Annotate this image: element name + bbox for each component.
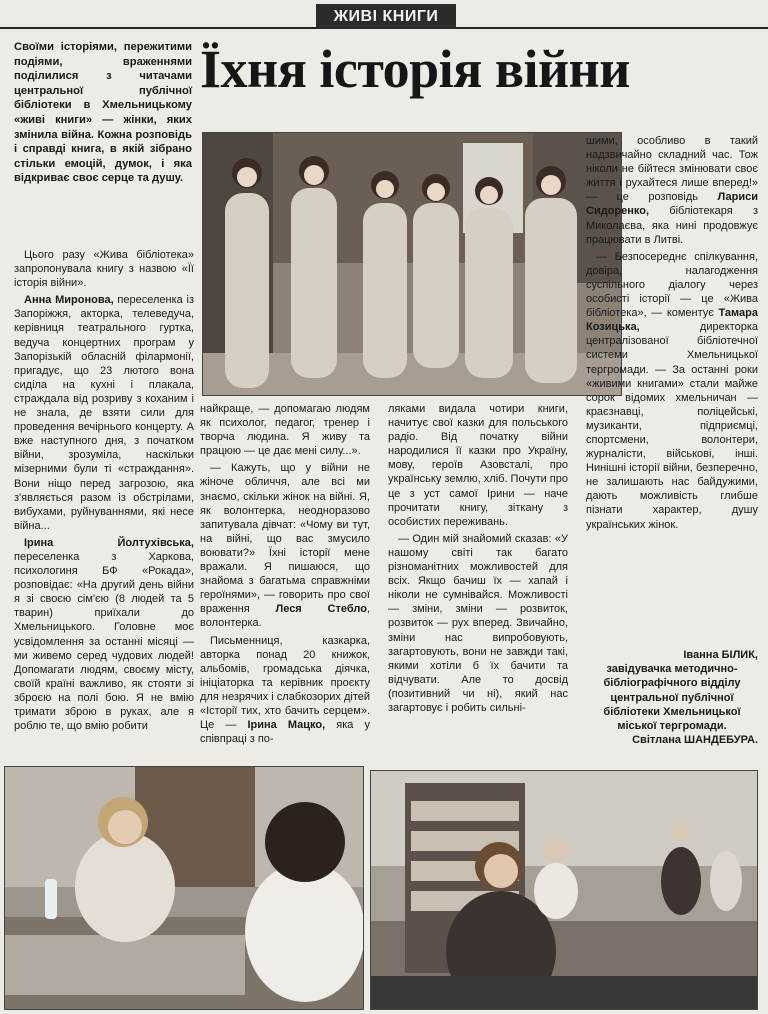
paragraph: найкраще, — допомагаю людям як психолог, педагог, тренер і творча людина. Я живу та працюю — це дає мені силу...». — [200, 403, 370, 458]
person-name: Ірина Йолтухівська, — [24, 536, 194, 549]
section-rubric: ЖИВІ КНИГИ — [316, 4, 456, 29]
person-name: Леся Стебло — [275, 603, 367, 616]
text-column-2 — [200, 402, 370, 749]
text-column-3 — [388, 402, 568, 718]
paragraph: Анна Миронова, переселенка із Запоріжжя, акторка, телеведуча, керівниця театрального гуртка, ведуча концертних програм у Запорізькій обласній філармонії, пригадує, що 23 лютого вона сиділа на кухні і плакала, страждала від розриву з коханим і не знала, де взяти сили для проведення вечірнього концерту. А вже наступного дня, з початком війни, зрозуміла, наскільки мізерними були ті «страждання». Вони ніщо перед загрозою, яка з'являється разом із обстрілами, вибухами, руйнуваннями, які несе війна... — [14, 294, 194, 532]
author-name: Світлана ШАНДЕБУРА. — [632, 734, 758, 747]
person-name: Лариси Сидоренко, — [586, 191, 758, 218]
paragraph: — Один мій знайомий сказав: «У нашому світі так багато різноманітних можливостей для всіх. Якщо бачиш їх — хапай і ніколи не сумнівайся. Можливості — зміни, зміни — розвиток, розвиток — рух вперед. Звичайно, зміни нас випробовують, загартовують, вони не завжди такі, якими хотіли б їх бачити та відчувати. Але то досвід (позитивний чи ні), який нас загартовує і робить сильні- — [388, 532, 568, 714]
library-photo — [370, 770, 758, 1010]
text-column-1 — [14, 248, 194, 736]
person-name: Ірина Мацко, — [247, 719, 326, 732]
paragraph: Цього разу «Жива бібліотека» запропонувала книгу з назвою «Її історія війни». — [14, 249, 194, 290]
paragraph: — Безпосереднє спілкування, довіра, налагодження суспільного діалогу через особисті історії — це «Жива бібліотека», — коментує Тамара Козицька, директорка централізованої бібліотечної системи Хмельницької тергромади. — За останні роки «живими книгами» стали майже сорок відомих хмельничан — краєзнавці, поліцейські, музиканти, підприємці, спортсмени, волонтери, журналісти, військові, інші. Нинішні історії війни, безперечно, не залишають нас байдужими, дають можливість глибше пізнати характер, душу українських жінок. — [586, 250, 758, 531]
text-column-4 — [586, 134, 758, 535]
person-name: Тамара Козицька, — [586, 307, 758, 334]
article-lead: Своїми історіями, пережитими подіями, враженнями поділилися з читачами центральної публічної бібліотеки в Хмельницькому «живі книги» — жінки, яких змінила війна. Кожна розповідь і справді книга, в якій зібрано стільки емоцій, думок, і яка відкриває своє серце та душу. — [14, 41, 192, 185]
paragraph: Ірина Йолтухівська, переселенка з Харкова, психологиня БФ «Рокада», розповідає: «На другий день війни я зі своєю сім'єю (8 людей та 5 тварин) приїхали до Хмельницького. Головне моє усвідомлення за останні місяці — ми живемо серед чудових людей! Допомагати людям, своєму місту, своїй країні важливо, як стояти зі зброєю на полі бою. Я не вмію тримати зброю в руках, але я роблю те, що вмію робити — [14, 536, 194, 733]
person-name: Анна Миронова, — [24, 294, 114, 307]
paragraph: ляками видала чотири книги, начитує свої казки для польського радіо. Від початку війни народилися її казки про Україну, мову, героїв Азовсталі, про українську землю, хліб. Почути про це з уст самої Ірини — наче прочитати книгу, зіткану з особистих переживань. — [388, 403, 569, 528]
author-name: Іванна БІЛИК, — [683, 649, 758, 661]
conversation-photo — [4, 766, 364, 1010]
author-role: завідувачка методично-бібліографічного відділу центральної публічної бібліотеки Хмельницької міської тергромади. — [603, 663, 741, 733]
paragraph: шими, особливо в такий надзвичайно складний час. Тож ніколи не бійтеся змінювати своє життя і рухайтеся лише вперед!» — це розповідь Лариси Сидоренко, бібліотекаря з Миколаєва, яка нині продовжує працювати в Литві. — [586, 135, 758, 246]
paragraph: Письменниця, казкарка, авторка понад 20 книжок, альбомів, громадська діячка, ініціаторка та керівник проєкту для незрячих і слабкозорих дітей «Історії тих, хто бачить серцем». Це — Ірина Мацко, яка у співпраці з по- — [200, 634, 370, 746]
article-title: Їхня історія війни — [200, 39, 630, 99]
signature-block — [586, 648, 758, 747]
group-photo — [202, 132, 622, 396]
paragraph: — Кажуть, що у війни не жіноче обличчя, але всі ми знаємо, скільки жінок на війні. Я, як волонтерка, неодноразово запитувала дівчат: «Чому ви тут, на війні, що вас змусило воювати?» Їхні історії мене вражали. Я пишаюся, що знайома з багатьма справжніми героїнями», — говорить про свої враження Леся Стебло, волонтерка. — [200, 462, 371, 630]
